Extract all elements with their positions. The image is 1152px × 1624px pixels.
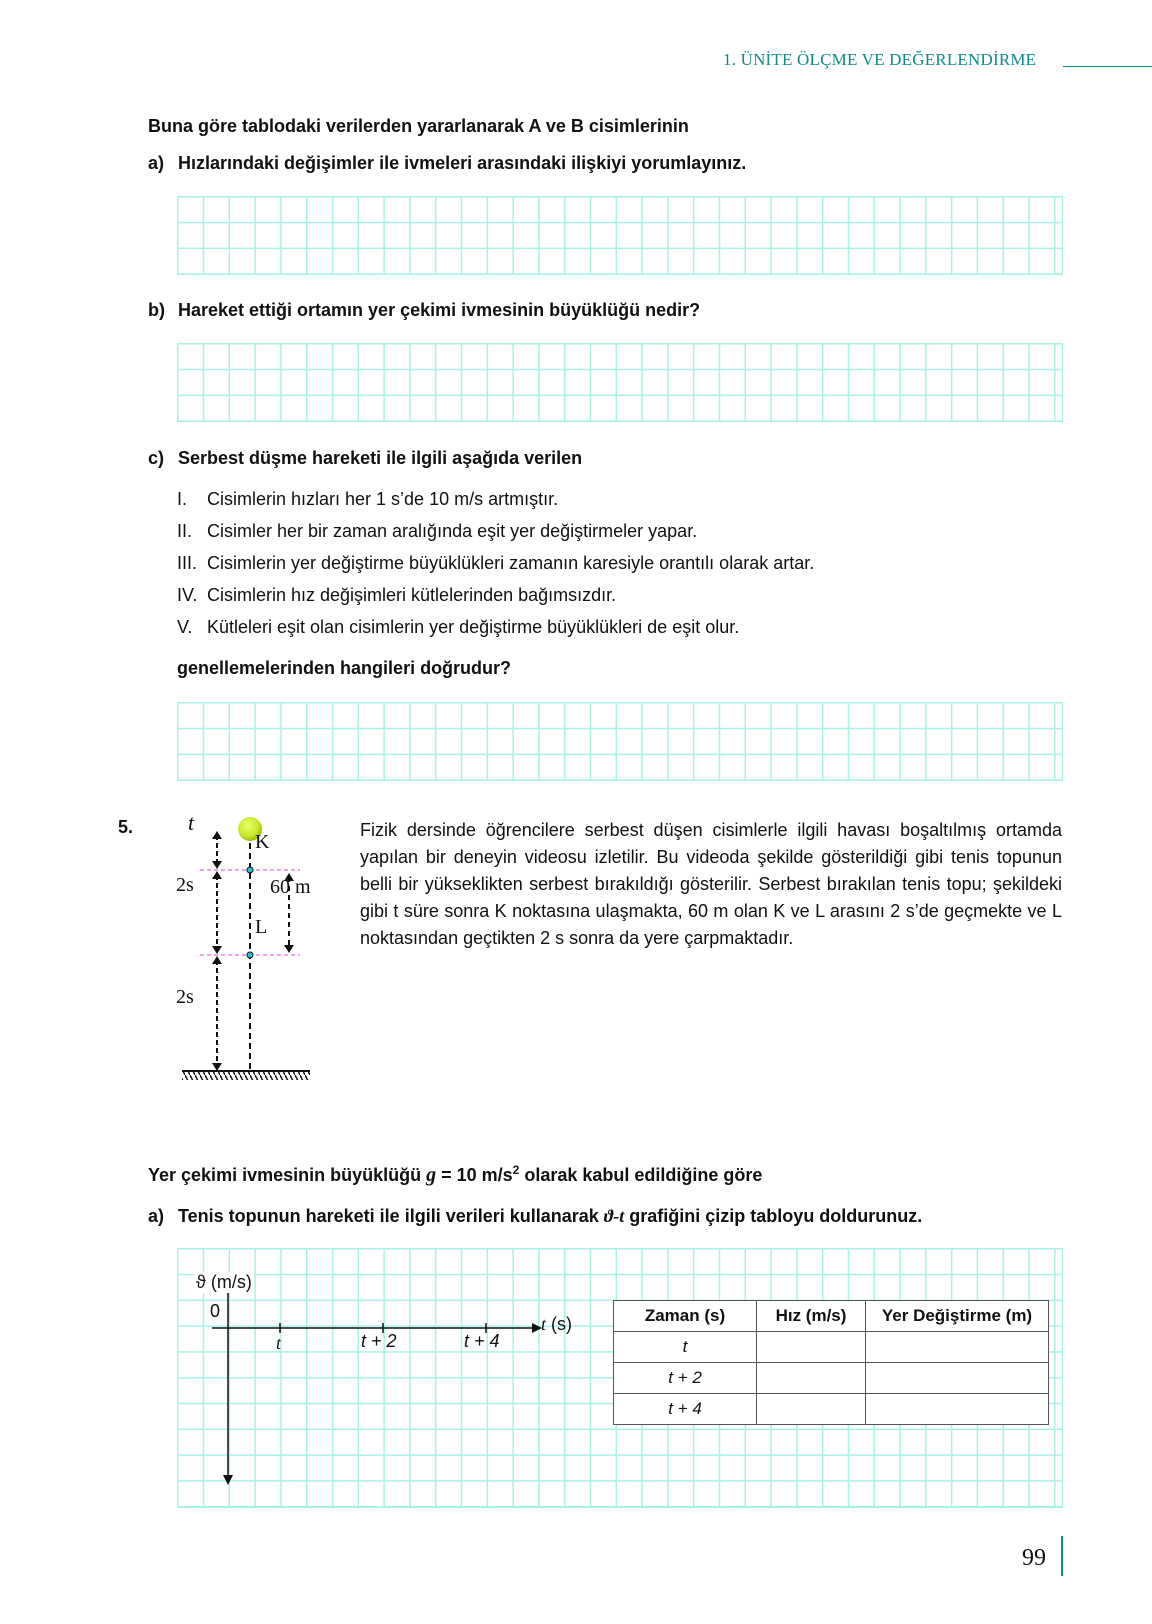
statement-text: Cisimlerin yer değiştirme büyüklükleri zamanın karesiyle orantılı olarak artar. — [207, 553, 815, 573]
label-2s-bottom: 2s — [176, 986, 194, 1008]
unit-header-title: 1. ÜNİTE ÖLÇME VE DEĞERLENDİRME — [723, 50, 1037, 69]
point-l-marker — [247, 952, 253, 958]
label-60m: 60 m — [270, 876, 311, 898]
question-c-text: Serbest düşme hareketi ile ilgili aşağıda verilen — [178, 448, 583, 468]
cell-displacement[interactable] — [866, 1363, 1049, 1394]
statement-1 — [177, 489, 558, 510]
question-text-pre: Tenis topunun hareketi ile ilgili verileri kullanarak — [178, 1206, 604, 1226]
question-c — [148, 448, 582, 469]
label-k: K — [255, 831, 270, 853]
given-exponent: 2 — [512, 1163, 520, 1177]
page-number: 99 — [1022, 1545, 1046, 1571]
question-a-label: a) — [148, 153, 165, 173]
answer-grid-a[interactable] — [177, 196, 1063, 275]
table-row — [614, 1394, 1049, 1425]
question-c-closing: genellemelerinden hangileri doğrudur? — [177, 658, 512, 678]
question-c-label: c) — [148, 448, 165, 468]
statement-text: Cisimlerin hızları her 1 s’de 10 m/s artmıştır. — [207, 489, 559, 509]
statement-num: V. — [177, 617, 193, 637]
header-speed: Hız (m/s) — [757, 1301, 866, 1332]
header-displacement: Yer Değiştirme (m) — [866, 1301, 1049, 1332]
graph-y-axis-label: ϑ (m/s) — [196, 1272, 252, 1292]
graph-origin-label: 0 — [210, 1301, 221, 1321]
point-k-marker — [247, 867, 253, 873]
given-g-symbol: g — [426, 1164, 437, 1186]
statement-num: I. — [177, 489, 188, 509]
answer-grid-c[interactable] — [177, 702, 1063, 781]
cell-time: t + 4 — [614, 1394, 757, 1425]
statement-3 — [177, 553, 814, 574]
velocity-time-symbol: ϑ-t — [603, 1206, 625, 1226]
statement-num: IV. — [177, 585, 198, 605]
problem5-question-a-label: a) — [148, 1206, 165, 1226]
problem-number: 5. — [118, 817, 134, 837]
tick-label-t-plus-2: t + 2 — [361, 1331, 397, 1351]
tick-label-t-plus-4: t + 4 — [464, 1331, 500, 1351]
cell-displacement[interactable] — [866, 1394, 1049, 1425]
cell-displacement[interactable] — [866, 1332, 1049, 1363]
question-b-text: Hareket ettiği ortamın yer çekimi ivmesinin büyüklüğü nedir? — [178, 300, 701, 320]
question-b — [148, 300, 700, 321]
given-pre: Yer çekimi ivmesinin büyüklüğü — [148, 1165, 427, 1185]
table-row — [614, 1363, 1049, 1394]
graph-x-axis-label — [541, 1314, 572, 1335]
statement-5 — [177, 617, 739, 638]
given-statement — [148, 1163, 762, 1187]
statement-4 — [177, 585, 616, 606]
statement-num: II. — [177, 521, 193, 541]
cell-speed[interactable] — [757, 1332, 866, 1363]
header-rule — [1063, 66, 1152, 67]
cell-speed[interactable] — [757, 1363, 866, 1394]
free-fall-diagram — [170, 815, 340, 1120]
question-a — [148, 153, 746, 174]
question-b-label: b) — [148, 300, 165, 320]
table-header-row — [614, 1301, 1049, 1332]
statement-text: Kütleleri eşit olan cisimlerin yer değiştirme büyüklükleri de eşit olur. — [207, 617, 740, 637]
cell-time: t — [614, 1332, 757, 1363]
problem5-question-a — [148, 1206, 922, 1227]
table-row — [614, 1332, 1049, 1363]
x-axis-unit: (s) — [546, 1314, 573, 1334]
label-l: L — [255, 916, 268, 938]
statement-text: Cisimlerin hız değişimleri kütlelerinden bağımsızdır. — [207, 585, 617, 605]
given-post: olarak kabul edildiğine göre — [519, 1165, 763, 1185]
question-a-text: Hızlarındaki değişimler ile ivmeleri arasındaki ilişkiyi yorumlayınız. — [178, 153, 747, 173]
label-t: t — [188, 810, 195, 835]
question-text-post: grafiğini çizip tabloyu doldurunuz. — [624, 1206, 923, 1226]
header-time: Zaman (s) — [614, 1301, 757, 1332]
x-axis-t: t — [541, 1314, 547, 1334]
cell-speed[interactable] — [757, 1394, 866, 1425]
answer-grid-b[interactable] — [177, 343, 1063, 422]
label-2s-top: 2s — [176, 874, 194, 896]
problem-description: Fizik dersinde öğrencilere serbest düşen cisimlerle ilgili havası boşaltılmış ortamda yapılan bir deneyin videosu izletilir. Bu videoda şekilde gösterildiği gibi tenis topunun belli bir yükseklikten serbest bırakıldığı gösterilir. Serbest bırakılan tenis topu; şekildeki gibi t süre sonra K noktasına ulaşmakta, 60 m olan K ve L arasını 2 s’de geçmekte ve L noktasından geçtikten 2 s sonra da yere çarpmaktadır. — [360, 820, 1062, 948]
page-number-bar — [1061, 1536, 1063, 1576]
given-value: = 10 m/s — [436, 1165, 513, 1185]
statement-text: Cisimler her bir zaman aralığında eşit yer değiştirmeler yapar. — [207, 521, 698, 541]
intro-text: Buna göre tablodaki verilerden yararlanarak A ve B cisimlerinin — [148, 116, 689, 136]
tick-label-t: t — [276, 1333, 282, 1353]
statement-num: III. — [177, 553, 198, 573]
ground-hatch — [182, 1072, 310, 1080]
cell-time: t + 2 — [614, 1363, 757, 1394]
statement-2 — [177, 521, 697, 542]
motion-data-table — [613, 1300, 1049, 1425]
